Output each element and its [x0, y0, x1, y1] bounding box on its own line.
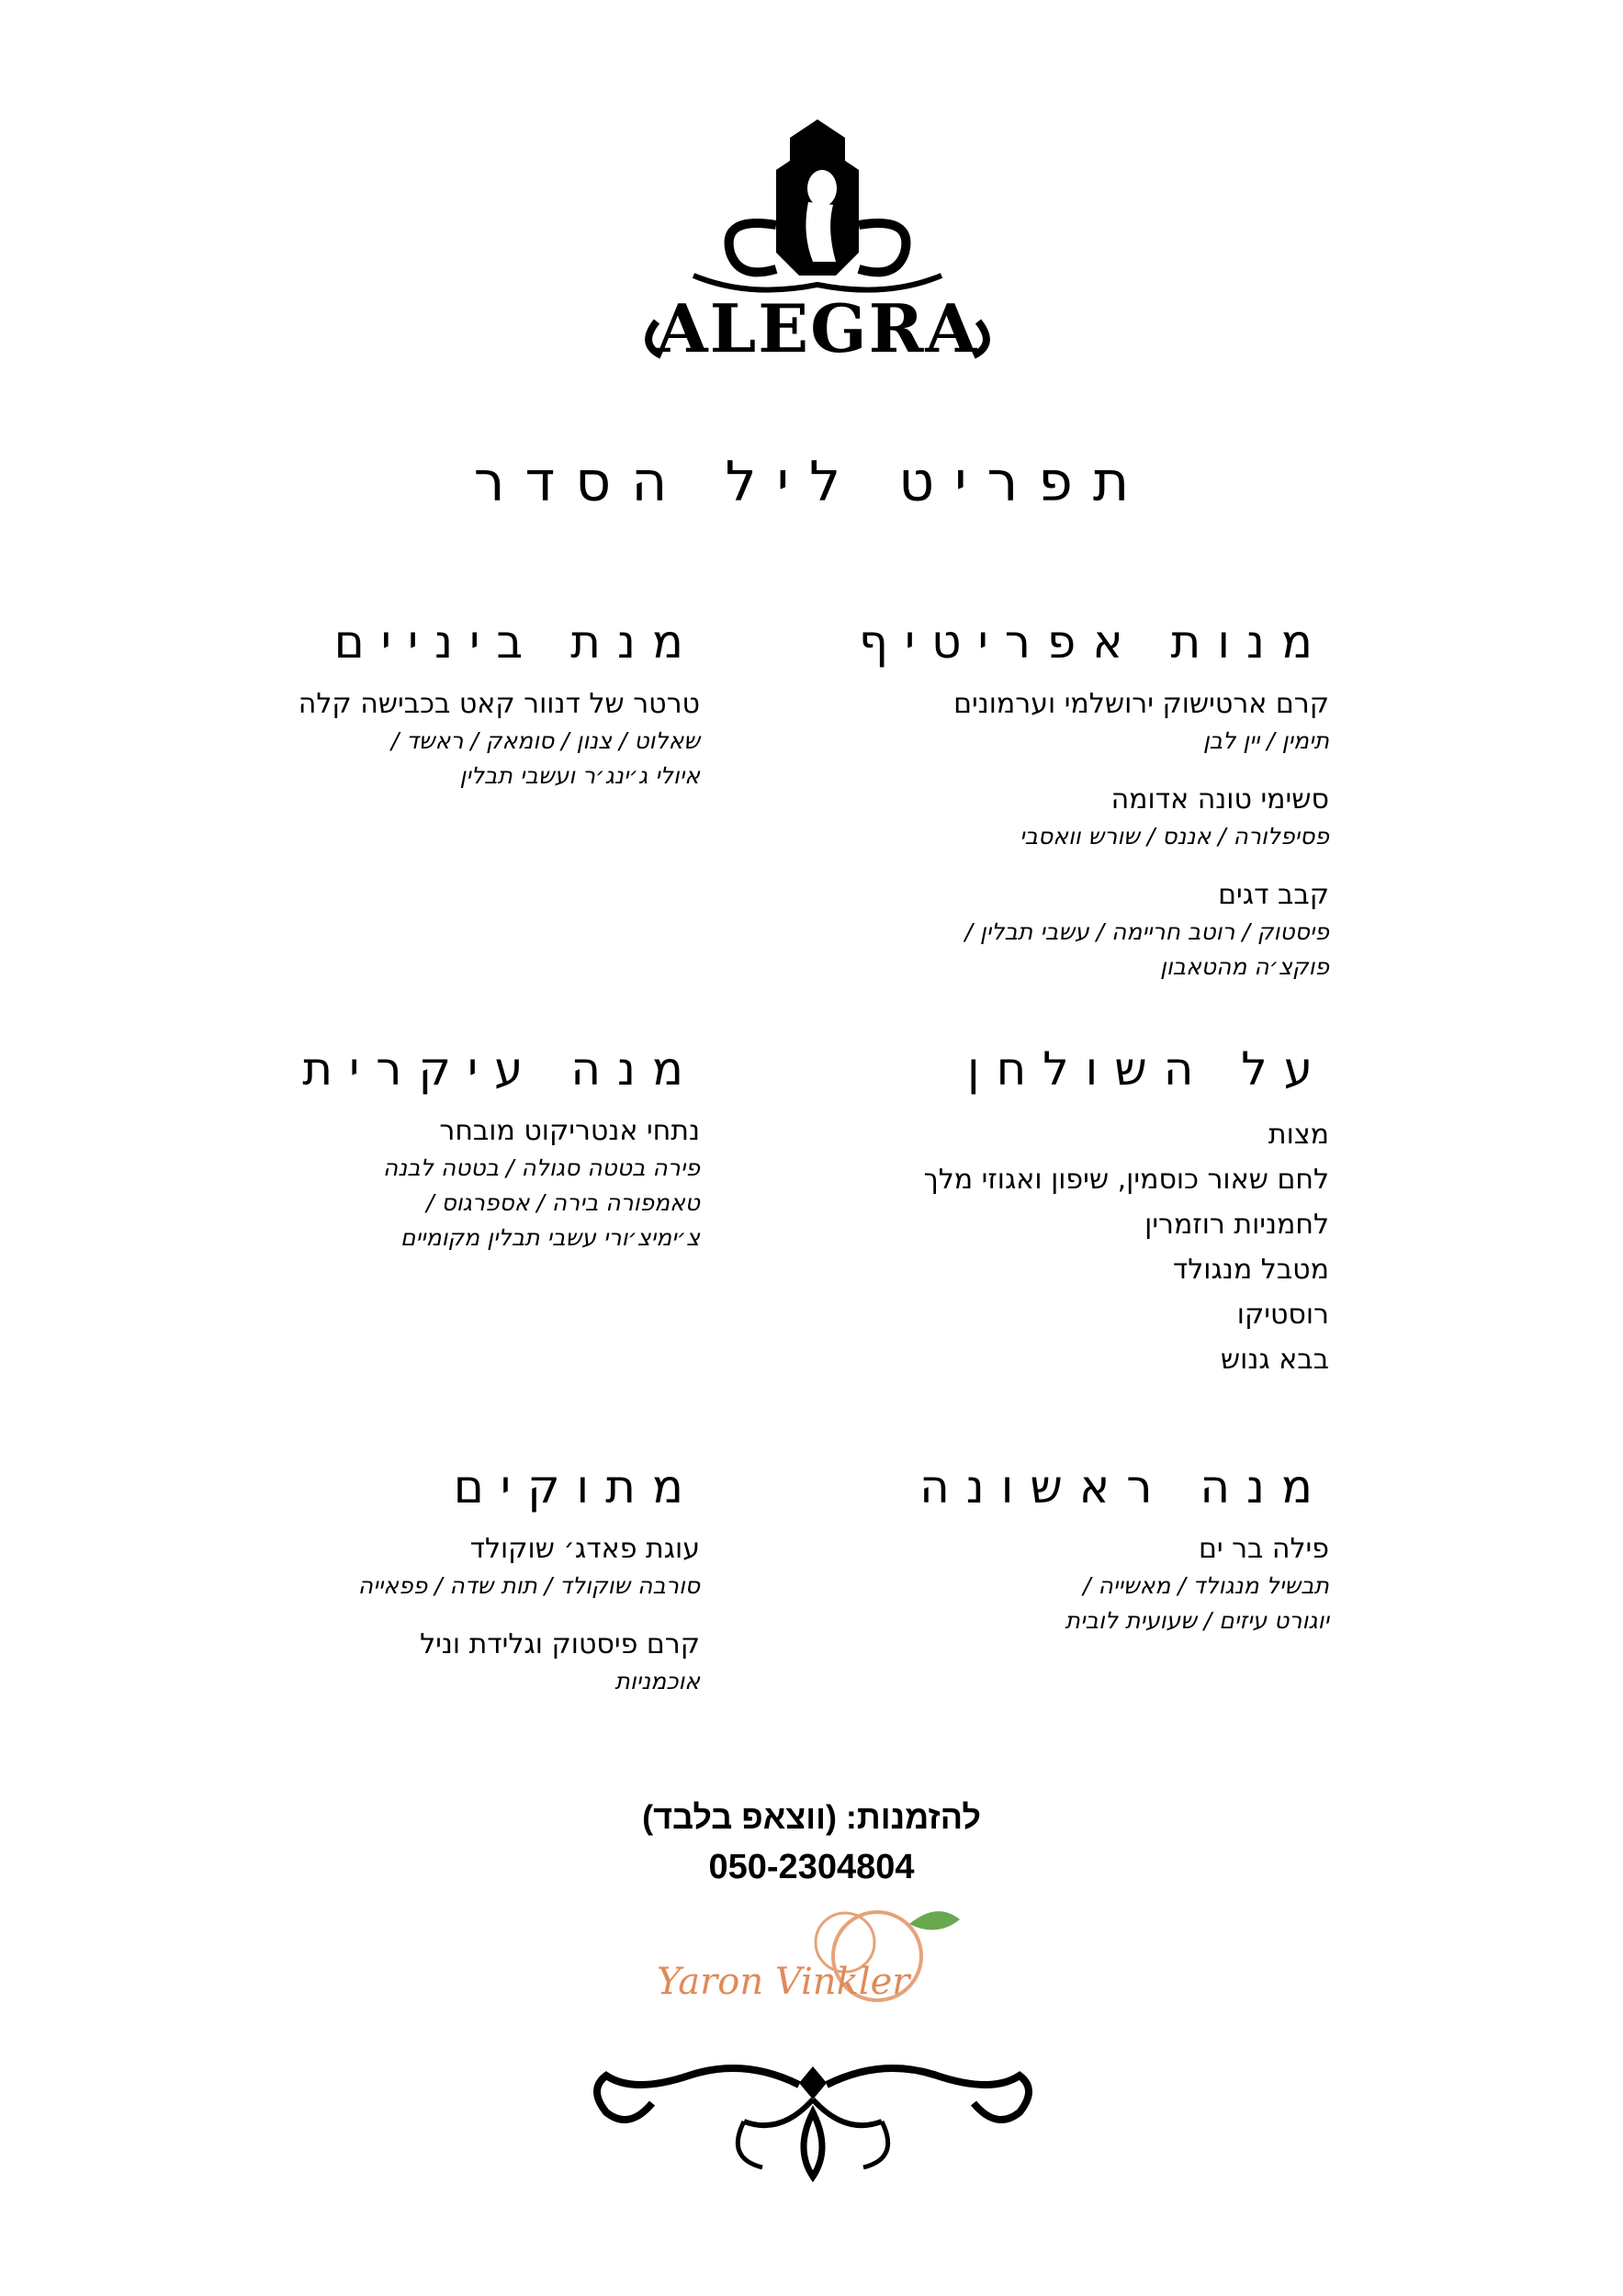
dish-name: סשימי טונה אדומה — [1110, 783, 1329, 816]
section-desserts — [222, 1460, 700, 1721]
alegra-logo — [638, 115, 997, 372]
dish-name: עוגת פאדג׳ שוקולד — [469, 1533, 700, 1565]
dish-item — [851, 781, 1329, 854]
signature-logo — [643, 1892, 1010, 2030]
dish-desc: תבשיל מנגולד / מאשייה / — [1083, 1572, 1329, 1599]
dish-item — [851, 876, 1329, 985]
list-item: לחם שאור כוסמין, שיפון ואגוזי מלך — [923, 1164, 1329, 1196]
dish-desc: יוגורט עיזים / שעועית לובית — [1065, 1607, 1329, 1634]
section-heading: מנה עיקרית — [302, 1042, 700, 1096]
section-heading: מתוקים — [453, 1460, 700, 1514]
dish-name: קרם פיסטוק וגלידת וניל — [420, 1628, 700, 1660]
dish-desc: טאמפורה בירה / אספרגוס / — [426, 1189, 700, 1216]
dish-desc: שאלוט / צנון / סומאק / ראשד / — [390, 727, 700, 754]
list-item: רוסטיקו — [1236, 1299, 1329, 1331]
dish-desc: פירה בטטה סגולה / בטטה לבנה — [382, 1154, 700, 1181]
dish-name: קבב דגים — [1218, 879, 1329, 911]
section-heading: מנה ראשונה — [919, 1460, 1329, 1514]
dish-item — [222, 1626, 700, 1699]
dish-desc: צ׳ימיצ׳ורי עשבי תבלין מקומיים — [400, 1224, 700, 1251]
dish-name: קרם ארטישוק ירושלמי וערמונים — [953, 688, 1329, 720]
dish-name: טרטר של דנוור קאט בכבישה קלה — [298, 688, 700, 720]
section-table — [851, 1042, 1329, 1382]
dish-item — [851, 685, 1329, 759]
dish-item — [222, 1530, 700, 1604]
section-main — [222, 1042, 700, 1277]
dish-item — [222, 685, 700, 793]
section-first — [851, 1460, 1329, 1660]
order-label: להזמנות: (ווצאפ בלבד) — [642, 1798, 981, 1836]
dish-desc: פסיפלורה / אננס / שורש וואסבי — [1020, 823, 1329, 850]
list-item: בבא גנוש — [1220, 1344, 1329, 1376]
dish-name: פילה בר ים — [1198, 1533, 1329, 1565]
list-item: מטבל מנגולד — [1172, 1254, 1329, 1286]
svg-text:ALEGRA: ALEGRA — [656, 289, 979, 367]
dish-desc: תימין / יין לבן — [1202, 727, 1329, 754]
dish-desc: פיסטוק / רוטב חריימה / עשבי תבלין / — [964, 918, 1329, 945]
order-phone: 050-2304804 — [708, 1848, 915, 1886]
dish-item — [222, 1112, 700, 1255]
page-title: תפריט ליל הסדר — [473, 450, 1150, 514]
dish-name: נתחי אנטריקוט מובחר — [439, 1115, 700, 1147]
dish-desc: סורבה שוקולד / תות שדה / פפאייה — [357, 1572, 700, 1599]
list-item: מצות — [1268, 1119, 1329, 1151]
dish-item — [851, 1530, 1329, 1638]
ornament-divider — [579, 2048, 1047, 2195]
signature-text: Yaron Vinkler — [657, 1961, 910, 2003]
dish-desc: אוכמניות — [614, 1668, 700, 1694]
dish-desc: פוקצ׳ה מהטאבון — [1160, 953, 1329, 980]
section-heading: מנת ביניים — [333, 615, 700, 669]
section-heading: מנות אפריטיף — [859, 615, 1329, 669]
list-item: לחמניות רוזמרין — [1144, 1209, 1329, 1241]
section-aperitif — [851, 615, 1329, 1007]
section-intermediate — [222, 615, 700, 816]
section-heading: על השולחן — [966, 1042, 1329, 1096]
dish-desc: איולי ג׳ינג׳ר ועשבי תבלין — [459, 762, 700, 789]
